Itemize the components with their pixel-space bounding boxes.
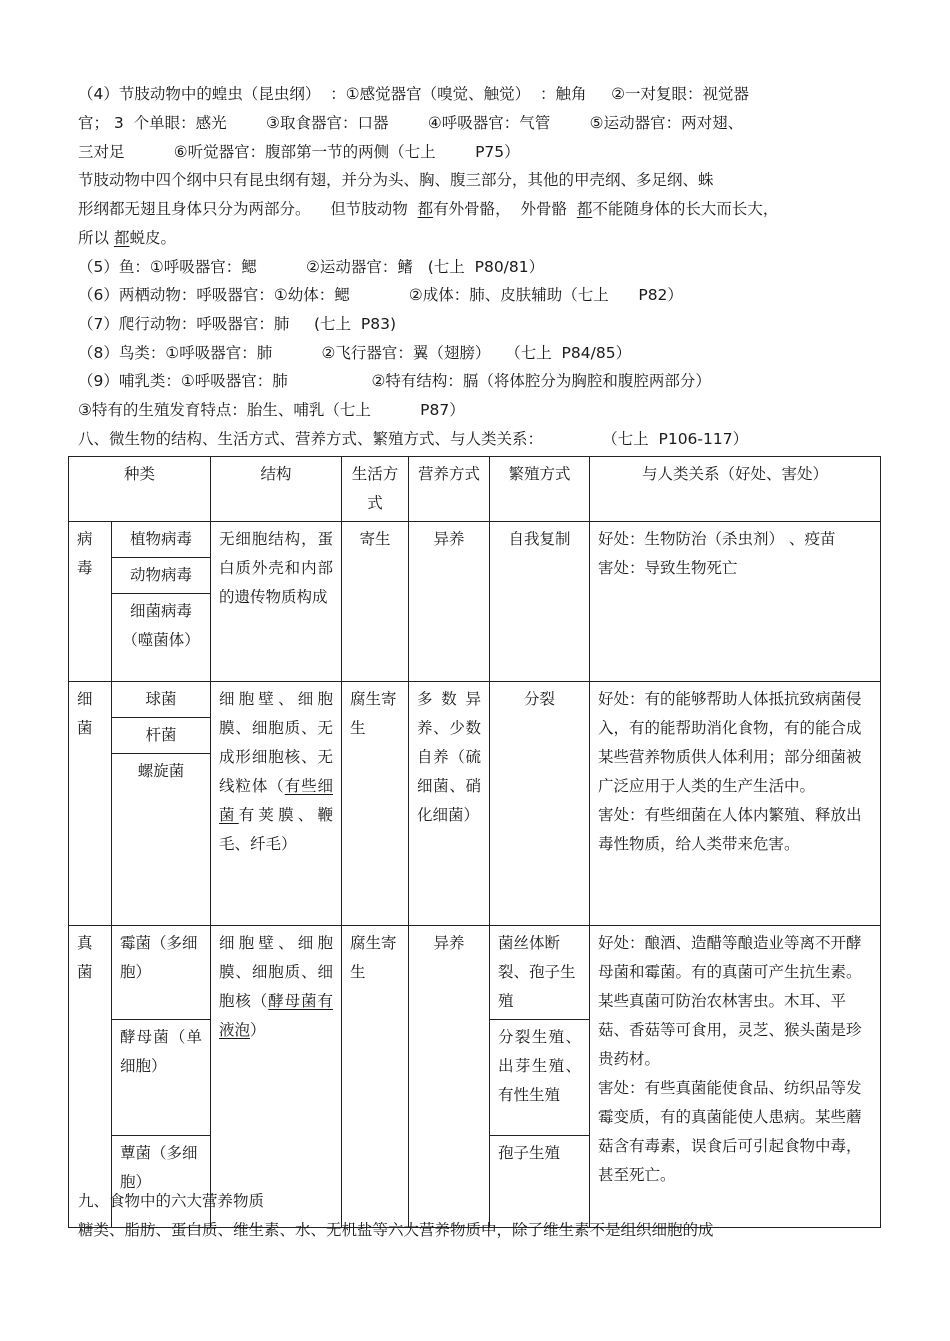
harm-text: 害处：有些真菌能使食品、纺织品等发霉变质，有的真菌能使人患病。某些蘑菇含有毒素，误食后可引起食物中毒，甚至死亡。 — [598, 1079, 862, 1184]
kind-cell: 霉菌（多细胞） — [112, 926, 211, 1020]
structure-cell — [211, 682, 342, 926]
underlined-word: 都 — [576, 200, 593, 218]
text-line-mammal-2: ③特有的生殖发育特点：胎生、哺乳（七上 P87） — [78, 401, 465, 419]
nutrition-cell: 异养 — [409, 522, 490, 682]
table-row — [69, 682, 881, 718]
kind-cell: 杆菌 — [112, 718, 211, 754]
group-bacteria: 细菌 — [69, 682, 112, 926]
text-segment: 蜕皮。 — [129, 229, 176, 247]
table-row — [69, 522, 881, 558]
section-heading-8: 八、微生物的结构、生活方式、营养方式、繁殖方式、与人类关系： （七上 P106-117） — [78, 430, 749, 448]
text-line-reptile: （7）爬行动物：呼吸器官：肺 (七上 P83) — [78, 315, 397, 333]
text-line-fish: （5）鱼：①呼吸器官：鳃 ②运动器官：鳍 (七上 P80/81） — [78, 258, 545, 276]
text-segment: 所以 — [78, 229, 114, 247]
text-segment: 不能随身体的长大而长大， — [592, 200, 779, 218]
microbe-table — [68, 456, 881, 1228]
text-line-6 — [78, 228, 176, 248]
text-line-footer: 糖类、脂肪、蛋白质、维生素、水、无机盐等六大营养物质中，除了维生素不是组织细胞的成 — [78, 1221, 714, 1239]
reproduction-cell: 自我复制 — [490, 522, 590, 682]
life-cell: 腐生寄生 — [342, 926, 409, 1228]
text-segment: 细胞壁、细胞膜、细胞质、无成形细胞核、无线粒体（ — [219, 690, 334, 795]
kind-cell: 蕈菌（多细胞） — [112, 1136, 211, 1228]
kind-cell: 植物病毒 — [112, 522, 211, 558]
text-segment: 形纲都无翅且身体只分为两部分。 但节肢动物 — [78, 200, 418, 218]
reproduction-cell: 分裂 — [490, 682, 590, 926]
structure-cell: 无细胞结构，蛋白质外壳和内部的遗传物质构成 — [211, 522, 342, 682]
benefit-text: 好处：酿酒、造醋等酿造业等离不开酵母菌和霉菌。有的真菌可产生抗生素。某些真菌可防治农林害虫。木耳、平菇、香菇等可食用，灵芝、猴头菌是珍贵药材。 — [598, 934, 862, 1068]
kind-cell: 螺旋菌 — [112, 754, 211, 926]
text-line-bird: （8）鸟类：①呼吸器官：肺 ②飞行器官：翼（翅膀） （七上 P84/85） — [78, 344, 632, 362]
underlined-text: 酵母菌有液泡 — [219, 992, 334, 1039]
text-line-3: 三对足 ⑥听觉器官：腹部第一节的两侧（七上 P75） — [78, 143, 520, 161]
kind-cell: 细菌病毒（噬菌体） — [112, 594, 211, 682]
kind-cell: 动物病毒 — [112, 558, 211, 594]
text-segment: 有外骨骼， 外骨骼 — [433, 200, 577, 218]
life-cell: 腐生寄生 — [342, 682, 409, 926]
text-segment: 有荚膜、鞭毛、纤毛） — [219, 806, 333, 853]
structure-cell — [211, 926, 342, 1228]
text-line-4: 节肢动物中四个纲中只有昆虫纲有翅，并分为头、胸、腹三部分，其他的甲壳纲、多足纲、蛛 — [78, 171, 714, 189]
table-header-row — [69, 457, 881, 522]
reproduction-cell: 分裂生殖、出芽生殖、有性生殖 — [490, 1020, 590, 1136]
nutrition-cell: 异养 — [409, 926, 490, 1228]
table-row — [69, 926, 881, 1020]
life-cell: 寄生 — [342, 522, 409, 682]
header-structure: 结构 — [211, 457, 342, 522]
kind-cell: 酵母菌（单细胞） — [112, 1020, 211, 1136]
harm-text: 害处：导致生物死亡 — [598, 559, 738, 577]
header-reproduction: 繁殖方式 — [490, 457, 590, 522]
relation-cell — [590, 522, 881, 682]
text-segment: 细胞壁、细胞膜、细胞质、细胞核（ — [219, 934, 334, 1010]
group-virus: 病毒 — [69, 522, 112, 682]
text-segment: ） — [250, 1021, 266, 1039]
text-line-1: （4）节肢动物中的蝗虫（昆虫纲） ：①感觉器官（嗅觉、触觉） ：触角 ②一对复眼：视觉器 — [78, 85, 749, 103]
reproduction-cell: 菌丝体断裂、孢子生殖 — [490, 926, 590, 1020]
relation-cell — [590, 926, 881, 1228]
underlined-word: 都 — [113, 229, 130, 247]
reproduction-cell: 孢子生殖 — [490, 1136, 590, 1228]
text-line-5 — [78, 199, 778, 219]
header-nutrition: 营养方式 — [409, 457, 490, 522]
text-line-2: 官； 3 个单眼：感光 ③取食器官：口器 ④呼吸器官：气管 ⑤运动器官：两对翅、 — [78, 114, 744, 132]
underlined-word: 都 — [417, 200, 434, 218]
benefit-text: 好处：生物防治（杀虫剂） 、疫苗 — [598, 530, 836, 548]
text-line-amphibian: （6）两栖动物：呼吸器官：①幼体：鳃 ②成体：肺、皮肤辅助（七上 P82） — [78, 286, 683, 304]
header-life: 生活方式 — [342, 457, 409, 522]
relation-cell — [590, 682, 881, 926]
header-relation: 与人类关系（好处、害处） — [590, 457, 881, 522]
section-heading-9: 九、食物中的六大营养物质 — [78, 1192, 265, 1210]
harm-text: 害处：有些细菌在人体内繁殖、释放出毒性物质，给人类带来危害。 — [598, 806, 862, 853]
nutrition-cell: 多数异养、少数自养（硫细菌、硝化细菌） — [409, 682, 490, 926]
kind-cell: 球菌 — [112, 682, 211, 718]
benefit-text: 好处：有的能够帮助人体抵抗致病菌侵入，有的能帮助消化食物，有的能合成某些营养物质供人体利用；部分细菌被广泛应用于人类的生产生活中。 — [598, 690, 862, 795]
underlined-text: 有些细菌 — [219, 777, 333, 824]
header-kind: 种类 — [69, 457, 211, 522]
group-fungi: 真菌 — [69, 926, 112, 1228]
text-line-mammal: （9）哺乳类：①呼吸器官：肺 ②特有结构：膈（将体腔分为胸腔和腹腔两部分） — [78, 372, 711, 390]
